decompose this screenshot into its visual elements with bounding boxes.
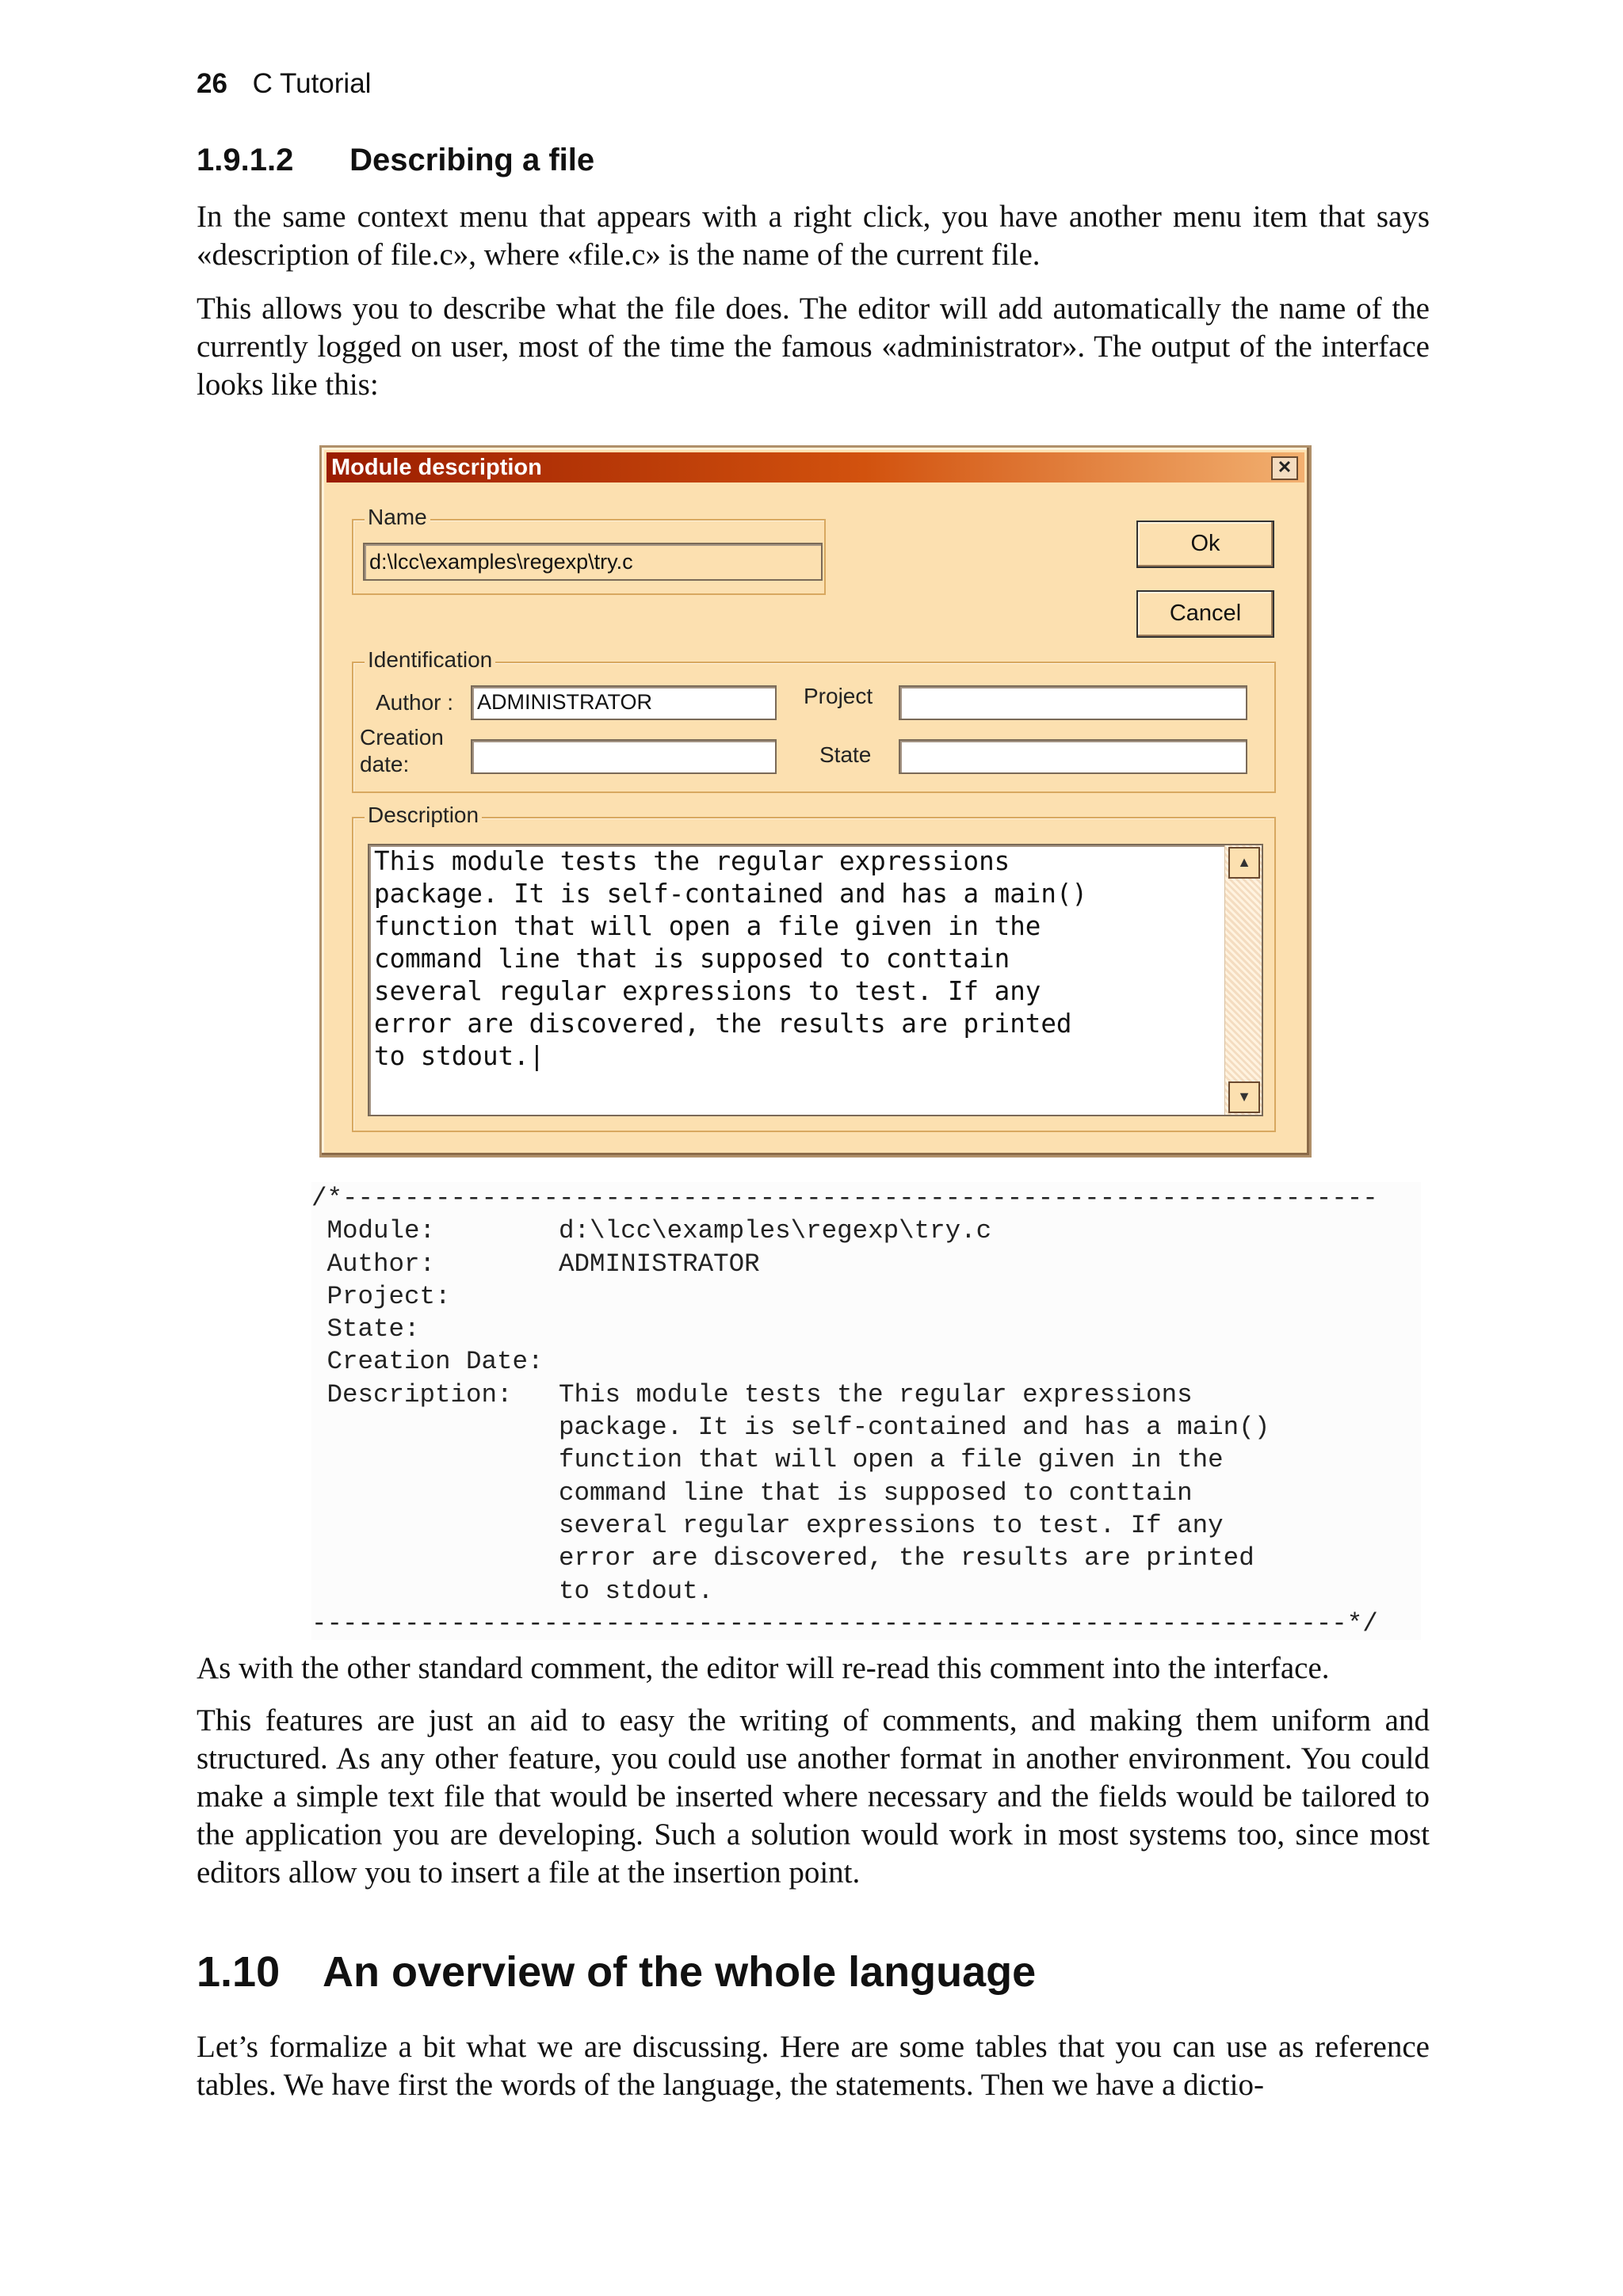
- name-legend: Name: [365, 505, 430, 530]
- section2-title: An overview of the whole language: [323, 1948, 1037, 1996]
- running-head: [197, 68, 371, 100]
- paragraph: Let’s formalize a bit what we are discussing. Here are some tables that you can use as reference tables. We have first the words of the language, the statements. Then we have a dictio-: [197, 2030, 1430, 2102]
- cancel-button[interactable]: Cancel: [1136, 590, 1274, 638]
- ok-button[interactable]: Ok: [1136, 521, 1274, 568]
- scroll-up-button[interactable]: [1228, 847, 1260, 879]
- creation-date-label-line2: date:: [360, 752, 410, 776]
- state-field[interactable]: [899, 739, 1247, 774]
- running-title: C Tutorial: [252, 68, 372, 99]
- creation-date-field[interactable]: [471, 739, 777, 774]
- name-field[interactable]: d:\lcc\examples\regexp\try.c: [363, 543, 823, 581]
- dialog-titlebar[interactable]: [327, 452, 1304, 482]
- code-listing: /*------------------------------------------------------------------- Module: d:\lcc\examples\regexp\try.c Author: ADMINISTRATOR Project: State: Creation Date: Description: This module tests the regular expressions package. It is self-contained and has a main() function that will open a file given in the command line that is supposed to conttain several regular expressions to test. If any error are discovered, the results are printed to stdout. -------------------------------------------------------------------*/: [311, 1182, 1421, 1640]
- close-button[interactable]: [1271, 456, 1298, 480]
- module-description-dialog: [319, 445, 1312, 1158]
- author-label: Author :: [376, 690, 454, 715]
- section-title: Describing a file: [349, 143, 595, 177]
- section-number: 1.9.1.2: [197, 143, 294, 177]
- identification-legend: Identification: [365, 647, 495, 673]
- arrow-up-icon: ▲: [1237, 854, 1251, 870]
- paragraph: As with the other standard comment, the editor will re-read this comment into the interface.: [197, 1651, 1330, 1685]
- state-label: State: [819, 742, 872, 767]
- author-field[interactable]: ADMINISTRATOR: [471, 685, 777, 720]
- section2-number: 1.10: [197, 1948, 281, 1996]
- description-legend: Description: [365, 803, 482, 828]
- paragraph: In the same context menu that appears with a right click, you have another menu item that says «description of file.c», where «file.c» is the name of the current file.: [197, 200, 1430, 272]
- paragraph: This allows you to describe what the file does. The editor will add automatically the name of the currently logged on user, most of the time the famous «administrator». The output of the interface looks like this:: [197, 292, 1430, 402]
- section-heading: [197, 143, 594, 178]
- description-textarea[interactable]: [368, 844, 1263, 1116]
- creation-date-label: Creation: [360, 725, 444, 749]
- vertical-scrollbar[interactable]: [1224, 845, 1262, 1115]
- description-text: This module tests the regular expressions package. It is self-contained and has a main() function that will open a file given in the command line that is supposed to conttain several regular expressions to test. If any error are discovered, the results are printed to stdout.|: [374, 846, 1088, 1071]
- name-group: [352, 505, 826, 595]
- scroll-down-button[interactable]: [1228, 1081, 1260, 1113]
- page-number: 26: [197, 68, 227, 99]
- arrow-down-icon: ▼: [1237, 1089, 1251, 1104]
- project-field[interactable]: [899, 685, 1247, 720]
- close-icon: ✕: [1277, 457, 1293, 477]
- dialog-title: Module description: [331, 455, 542, 480]
- project-label: Project: [804, 684, 873, 708]
- section-heading-2: [197, 1947, 1036, 1997]
- identification-group: [352, 647, 1276, 793]
- paragraph: This features are just an aid to easy the writing of comments, and making them uniform and structured. As any other feature, you could use another format in another environment. You could make a simple text file that would be inserted where necessary and the fields would be tailored to the application you are developing. Such a solution would work in most systems too, since most editors allow you to insert a file at the insertion point.: [197, 1703, 1430, 1890]
